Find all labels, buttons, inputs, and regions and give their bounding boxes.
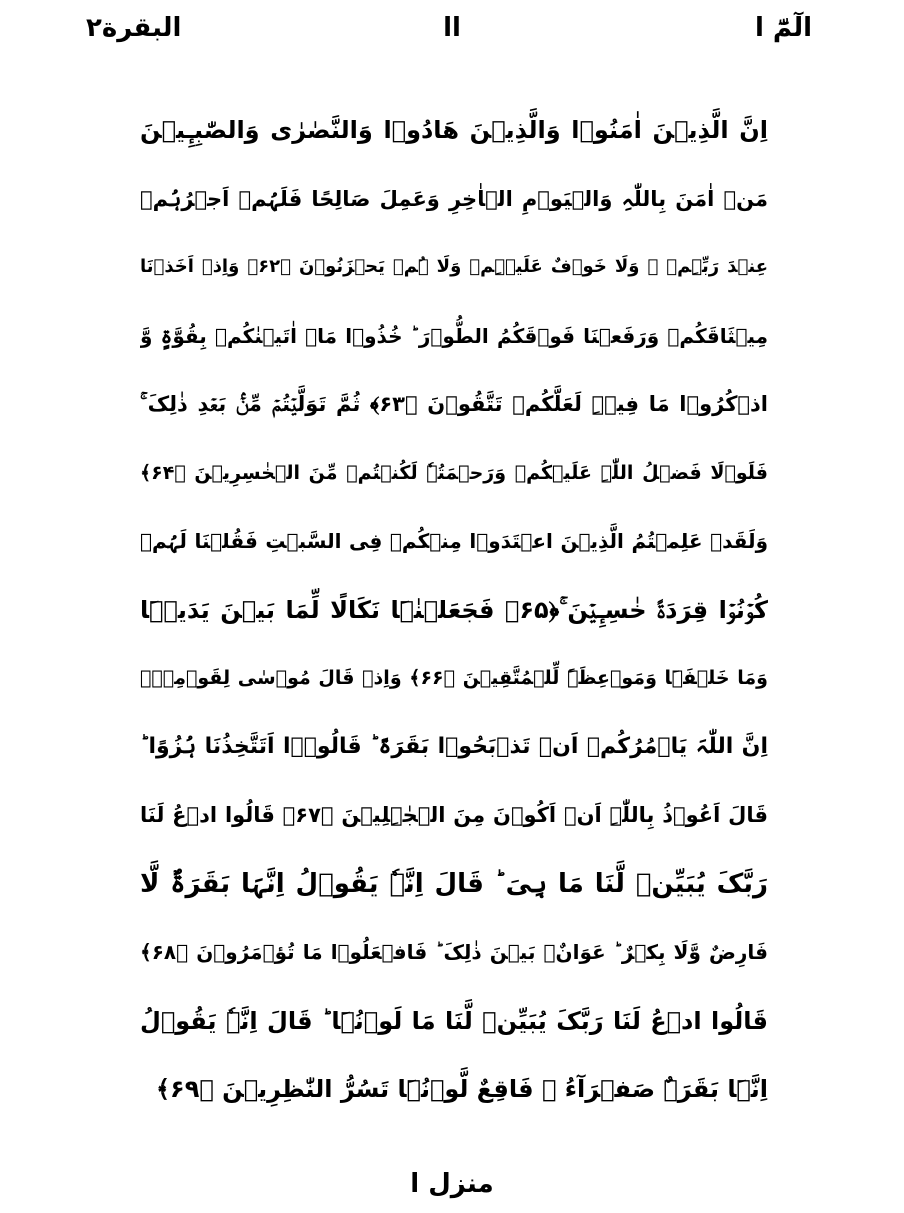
text-line: فَارِضٌ وَّلَا بِکۡرٌ ؕ عَوَانٌۢ بَیۡنَ ذٰلِکَ ؕ فَافۡعَلُوۡا مَا تُؤۡمَرُوۡنَ ﴿۶۸﴾ [140, 940, 768, 964]
surah-label: البقرة٢ [86, 13, 182, 43]
text-line: رَبَّکَ یُبَیِّنۡ لَّنَا مَا ہِیَ ؕ قَالَ اِنَّہٗ یَقُوۡلُ اِنَّہَا بَقَرَۃٌ لَّا [140, 868, 768, 899]
page-number: اا [443, 13, 461, 43]
page-header [0, 8, 904, 48]
text-line: وَمَا خَلۡفَہَا وَمَوۡعِظَۃً لِّلۡمُتَّقِیۡنَ ﴿۶۶﴾ وَاِذۡ قَالَ مُوۡسٰی لِقَوۡمِہٖۤ [140, 667, 768, 689]
quran-text-block [140, 96, 768, 1124]
text-line: قَالُوا ادۡعُ لَنَا رَبَّکَ یُبَیِّنۡ لَّنَا مَا لَوۡنُہَا ؕ قَالَ اِنَّہٗ یَقُوۡلُ [140, 1006, 768, 1035]
text-line: مَنۡ اٰمَنَ بِاللّٰہِ وَالۡیَوۡمِ الۡاٰخِرِ وَعَمِلَ صَالِحًا فَلَہُمۡ اَجۡرُہُمۡ [140, 186, 768, 211]
text-line: قَالَ اَعُوۡذُ بِاللّٰہِ اَنۡ اَکُوۡنَ مِنَ الۡجٰہِلِیۡنَ ﴿۶۷﴾ قَالُوا ادۡعُ لَنَا [140, 803, 768, 827]
text-line: اِنَّ الَّذِیۡنَ اٰمَنُوۡا وَالَّذِیۡنَ ھَادُوۡا وَالنَّصٰرٰی وَالصّٰبِـِٕیۡنَ [140, 116, 768, 144]
text-line: اِنَّہَا بَقَرَۃٌ صَفۡرَآءُ ۙ فَاقِعٌ لَّوۡنُہَا تَسُرُّ النّٰظِرِیۡنَ ﴿۶۹﴾ [155, 1075, 768, 1103]
text-line: مِیۡثَاقَکُمۡ وَرَفَعۡنَا فَوۡقَکُمُ الطُّوۡرَ ؕ خُذُوۡا مَاۤ اٰتَیۡنٰکُمۡ بِقُوَّۃٍ وَّ [140, 323, 768, 348]
text-line: اِنَّ اللّٰہَ یَاۡمُرُکُمۡ اَنۡ تَذۡبَحُوۡا بَقَرَۃً ؕ قَالُوۡۤا اَتَتَّخِذُنَا ہُزُوًا ؕ [140, 733, 768, 759]
text-line: کُوۡنُوۡا قِرَدَۃً خٰسِـِٕیۡنَ ۚ﴿۶۵﴾ فَجَعَلۡنٰہَا نَکَالًا لِّمَا بَیۡنَ یَدَیۡہَا [140, 595, 768, 624]
text-line: فَلَوۡلَا فَضۡلُ اللّٰہِ عَلَیۡکُمۡ وَرَحۡمَتُہٗ لَکُنۡتُمۡ مِّنَ الۡخٰسِرِیۡنَ ﴿۶۴﴾ [140, 461, 768, 484]
text-line: عِنۡدَ رَبِّہِمۡ ۚ وَلَا خَوۡفٌ عَلَیۡہِمۡ وَلَا ہُمۡ یَحۡزَنُوۡنَ ﴿۶۲﴾ وَاِذۡ اَخَذۡنَا [140, 256, 768, 277]
juz-label: الٓمّٓ ا [754, 13, 812, 43]
text-line: وَلَقَدۡ عَلِمۡتُمُ الَّذِیۡنَ اعۡتَدَوۡا مِنۡکُمۡ فِی السَّبۡتِ فَقُلۡنَا لَہُمۡ [140, 529, 768, 553]
manzil-footer: منزل ا [410, 1169, 494, 1199]
text-line: اذۡکُرُوۡا مَا فِیۡہِ لَعَلَّکُمۡ تَتَّقُوۡنَ ﴿۶۳﴾ ثُمَّ تَوَلَّیۡتُمۡ مِّنۡۢ بَعۡدِ ذٰلِکَ ۚ [140, 392, 768, 416]
